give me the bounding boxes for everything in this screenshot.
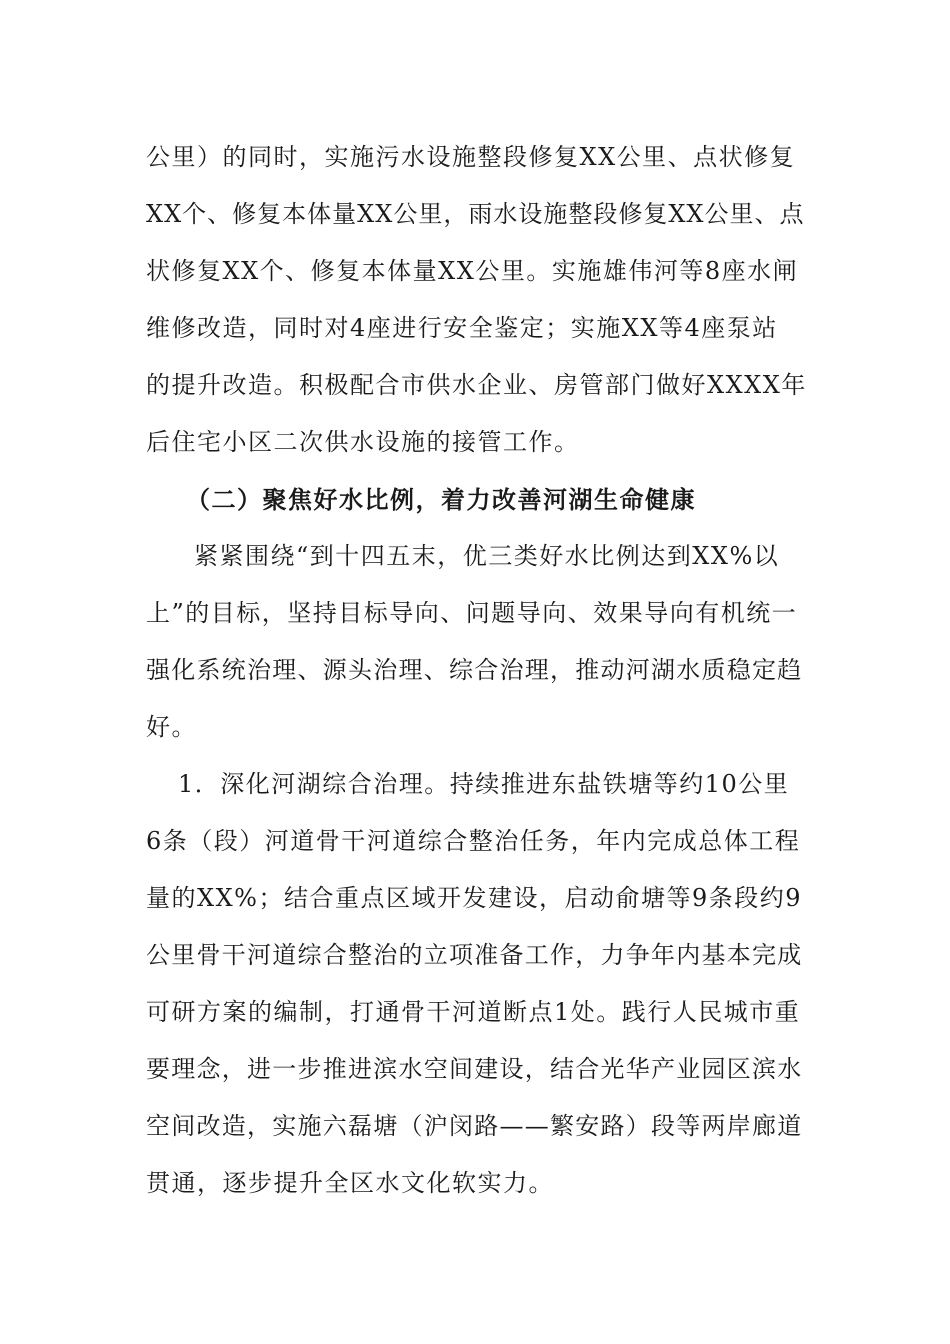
text-line: 紧紧围绕“到十四五末，优三类好水比例达到XX%以 — [194, 542, 780, 570]
text-line: 上”的目标，坚持目标导向、问题导向、效果导向有机统一 — [146, 599, 798, 627]
text-line: 状修复XX个、修复本体量XX公里。实施雄伟河等8座水闸 — [146, 257, 799, 285]
text-line: 1．深化河湖综合治理。持续推进东盐铁塘等约10公里 — [178, 770, 790, 798]
text-line: 好。 — [146, 713, 197, 741]
text-line: 公里骨干河道综合整治的立项准备工作，力争年内基本完成 — [146, 941, 803, 969]
section-heading — [146, 471, 808, 528]
text-line: 公里）的同时，实施污水设施整段修复XX公里、点状修复 — [146, 143, 796, 171]
paragraph-water-facilities — [146, 129, 808, 471]
text-line: 空间改造，实施六磊塘（沪闵路——繁安路）段等两岸廊道 — [146, 1112, 803, 1140]
text-line: 6条（段）河道骨干河道综合整治任务，年内完成总体工程 — [146, 827, 801, 855]
paragraph-water-quality — [146, 528, 808, 756]
document-body — [146, 129, 808, 1212]
section-heading-text: （二）聚焦好水比例，着力改善河湖生命健康 — [186, 485, 696, 514]
text-line: 贯通，逐步提升全区水文化软实力。 — [146, 1169, 554, 1197]
text-line: XX个、修复本体量XX公里，雨水设施整段修复XX公里、点 — [146, 200, 805, 228]
text-line: 可研方案的编制，打通骨干河道断点1处。践行人民城市重 — [146, 998, 801, 1026]
text-line: 的提升改造。积极配合市供水企业、房管部门做好XXXX年 — [146, 371, 807, 399]
text-line: 维修改造，同时对4座进行安全鉴定；实施XX等4座泵站 — [146, 314, 778, 342]
text-line: 要理念，进一步推进滨水空间建设，结合光华产业园区滨水 — [146, 1055, 803, 1083]
text-line: 量的XX%；结合重点区域开发建设，启动俞塘等9条段约9 — [146, 884, 803, 912]
text-line: 强化系统治理、源头治理、综合治理，推动河湖水质稳定趋 — [146, 656, 803, 684]
paragraph-river-governance — [146, 756, 808, 1212]
text-line: 后住宅小区二次供水设施的接管工作。 — [146, 428, 580, 456]
